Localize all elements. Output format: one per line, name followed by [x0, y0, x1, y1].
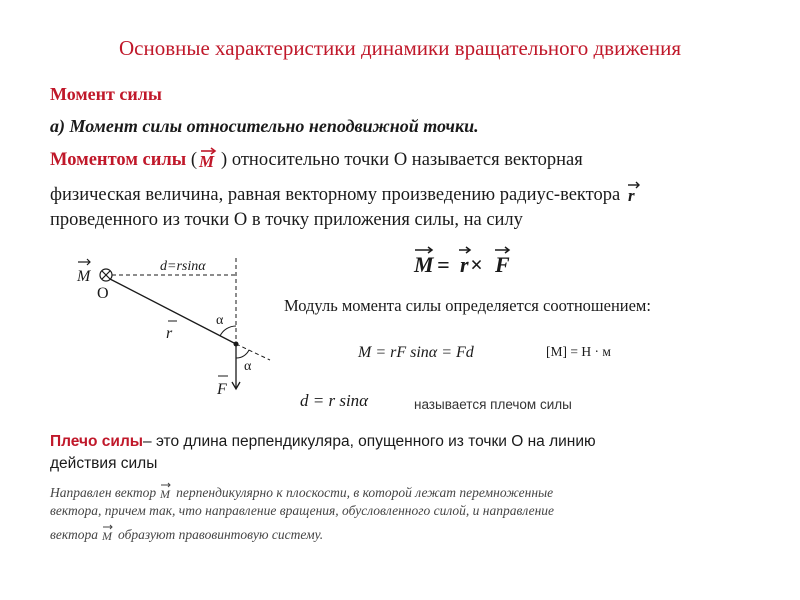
heading-fixed-point: а) Момент силы относительно неподвижной точки. — [50, 116, 479, 136]
direction-line-2: вектора, причем так, что направление вращения, обусловленного силой, и направление — [50, 503, 555, 518]
modulus-text: Модуль момента силы определяется соотношением: — [284, 296, 651, 315]
formula-arm: d = r sinα — [300, 391, 369, 410]
formula-units: [M] = Н · м — [546, 344, 611, 359]
radius-symbol-text: r — [628, 186, 635, 204]
arm-term: Плечо силы — [50, 433, 144, 450]
definition-line-1 — [50, 147, 583, 175]
diagram-label-r: r — [166, 325, 173, 342]
definition-term: Моментом силы — [50, 150, 187, 170]
slide-title: Основные характеристики динамики вращательного движения — [118, 36, 682, 60]
definition-after-symbol: ) относительно точки О называется векторная — [221, 150, 583, 170]
moment-vector-symbol — [198, 147, 220, 175]
diagram-label-o: O — [97, 285, 109, 302]
direction-m-symbol-1 — [159, 482, 173, 504]
formula-eq: = — [437, 252, 450, 277]
arm-definition-line-1 — [50, 433, 596, 451]
definition-line-3: проведенного из точки О в точку приложения силы, на силу — [50, 210, 523, 230]
arm-called-text: называется плечом силы — [414, 397, 572, 412]
direction-l1-b: перпендикулярно к плоскости, в которой лежат перемноженные — [176, 485, 554, 500]
definition-open-paren: ( — [186, 150, 198, 170]
formula-times: × — [470, 252, 483, 277]
angle-arc-2 — [236, 350, 249, 358]
formula-f: F — [495, 252, 510, 277]
direction-line-3 — [50, 524, 323, 546]
moment-symbol-text: M — [199, 152, 215, 169]
heading-moment: Момент силы — [50, 84, 162, 104]
formula-r: r — [460, 252, 469, 277]
direction-l3-b: образуют правовинтовую систему. — [118, 527, 324, 542]
diagram-label-alpha-1: α — [216, 313, 224, 328]
direction-m-symbol-2 — [101, 524, 115, 546]
direction-m-text-1: M — [160, 487, 171, 500]
direction-l1-a: Направлен вектор — [50, 485, 157, 500]
arm-definition-rest: – это длина перпендикуляра, опущенного из точки О на линию — [143, 433, 596, 450]
direction-m-text-2: M — [102, 529, 112, 542]
formula-modulus: M = rF sinα = Fd — [358, 344, 474, 361]
diagram-label-m: M — [77, 268, 91, 285]
diagram-label-d: d=rsinα — [160, 259, 206, 274]
definition-line-2 — [50, 180, 643, 210]
radius-vector-line — [110, 279, 236, 344]
direction-line-1 — [50, 482, 553, 504]
definition-line-2-text: физическая величина, равная векторному произведению радиус-вектора — [50, 185, 621, 205]
moment-diagram — [70, 252, 280, 402]
direction-l3-a: вектора — [50, 527, 98, 542]
diagram-label-alpha-2: α — [244, 359, 252, 374]
radius-vector-symbol — [626, 180, 642, 210]
formula-lhs: M — [414, 252, 434, 277]
diagram-label-f: F — [217, 381, 227, 398]
arm-definition-line-2: действия силы — [50, 455, 158, 472]
vector-product-formula — [412, 244, 522, 284]
